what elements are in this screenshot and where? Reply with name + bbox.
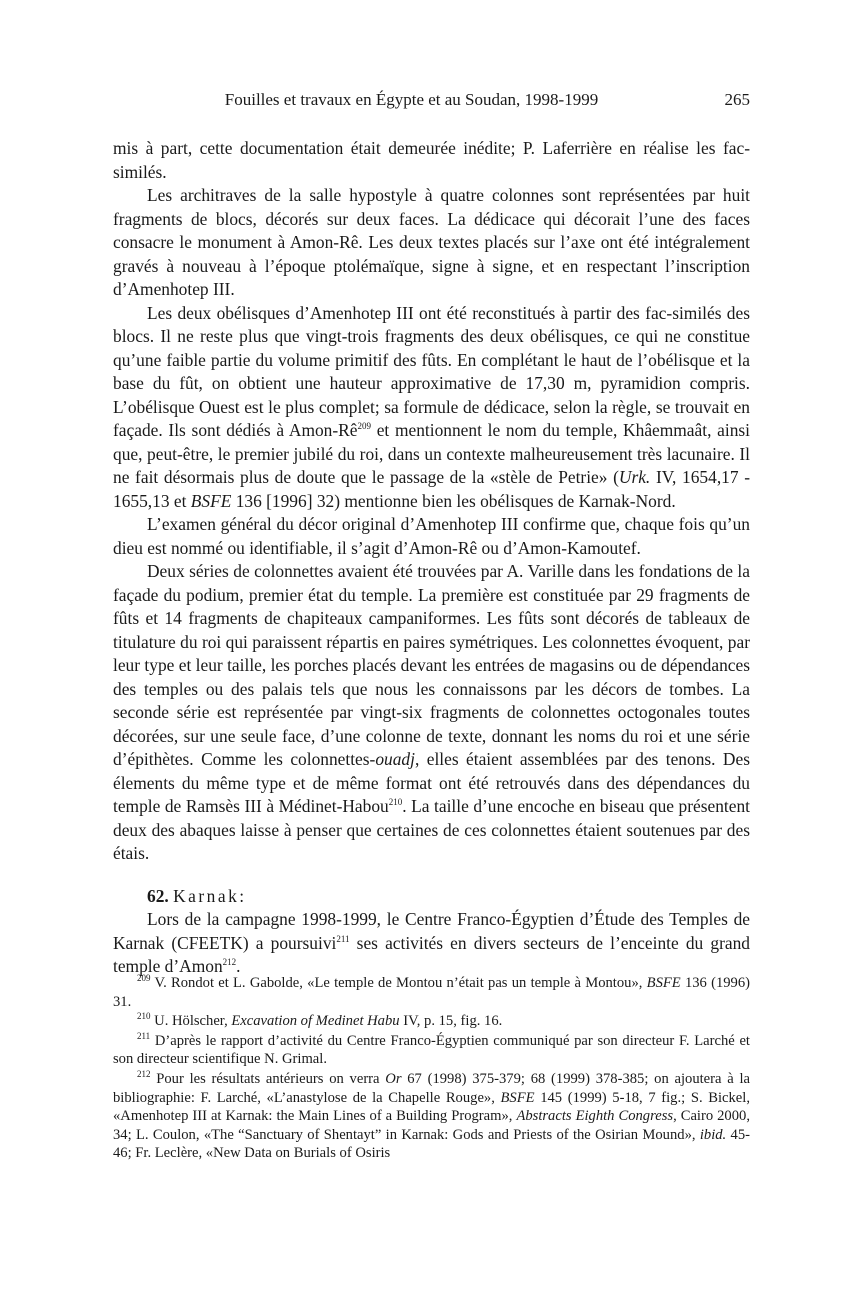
section-number: 62. [147, 885, 169, 906]
citation-bsfe: BSFE [646, 975, 681, 991]
text-run: , elles étaient assemblées par des tenons. Des élements du même type et de même format ont été retrouvés dans des dépendances du temple de Ramsès III à Médinet-Habou [113, 749, 750, 816]
text-run: 136 [1996] 32) mentionne bien les obélisques de Karnak-Nord. [231, 490, 676, 511]
footnote-mark: 210 [137, 1011, 151, 1022]
running-title: Fouilles et travaux en Égypte et au Soudan, 1998-1999 [224, 90, 599, 109]
text-run: . [236, 956, 241, 976]
footnote-mark: 212 [137, 1069, 151, 1080]
footnote-210 [113, 1012, 750, 1031]
text-run: 145 (1999) 5-18, 7 fig.; S. Bickel, «Amenhotep III at Karnak: the Main Lines of a Building Program», [113, 1089, 750, 1125]
citation-title: Excavation of Medinet Habu [231, 1013, 400, 1030]
term-ouadj: ouadj [375, 749, 415, 769]
citation-abstracts: Abstracts Eighth Congress [516, 1108, 674, 1125]
text-run: IV, p. 15, fig. 16. [399, 1013, 503, 1030]
text-run: ses activités en divers secteurs de l’enceinte du grand temple d’Amon [113, 932, 750, 976]
footnote-ref-211[interactable]: 211 [336, 933, 350, 944]
footnote-ref-210[interactable]: 210 [388, 797, 403, 808]
text-run: . La taille d’une encoche en biseau que présentent deux des abaques laisse à penser que certaines de ces colonnettes étaient soutenues par des étais. [113, 796, 750, 863]
paragraph-karnak [113, 908, 750, 979]
text-run: IV, 1654,17 - 1655,13 et [113, 467, 750, 511]
citation-urk: Urk. [618, 467, 651, 487]
text-run: 45-46; Fr. Leclère, «New Data on Burials of Osiris [113, 1126, 751, 1162]
section-name: Karnak: [173, 885, 247, 906]
footnote-209 [113, 974, 750, 1011]
footnote-mark: 209 [137, 973, 151, 984]
citation-ibid: ibid. [699, 1126, 727, 1143]
footnote-211 [113, 1032, 750, 1069]
text-run: Lors de la campagne 1998-1999, le Centre Franco-Égyptien d’Étude des Temples de Karnak (CFEETK) a poursuivi [113, 909, 750, 953]
main-text [113, 137, 750, 979]
citation-or: Or [385, 1070, 402, 1087]
text-run: Deux séries de colonnettes avaient été trouvées par A. Varille dans les fondations de la façade du podium, premier état du temple. La première est constituée par 29 fragments de fûts et 14 fragments de chapiteaux campaniformes. Les fûts sont décorés de tableaux de titulature du roi qui paraissent répartis en paires symétriques. Les colonnettes évoquent, par leur type et leur taille, les porches placés devant les entrées de magasins ou de dépendances des temples ou des palais tels que nous les connaissons par les décors de tombes. La seconde série est représentée par vingt-six fragments de colonnettes octogonales toutes décorées, sur une seule face, d’une colonne de texte, donnant les noms du roi et une série d’épithètes. Comme les colonnettes- [113, 561, 750, 769]
paragraph-colonnettes [113, 560, 750, 866]
text-run: , Cairo 2000, 34; L. Coulon, «The “Sanctuary of Shentayt” in Karnak: Gods and Priests of the Osirian Mound», [113, 1108, 750, 1143]
text-run: Pour les résultats antérieurs on verra [150, 1070, 386, 1087]
footnote-212 [113, 1070, 750, 1163]
text-run: D’après le rapport d’activité du Centre Franco-Égyptien communiqué par son directeur F. Larché et son directeur scientifique N. Grimal. [113, 1032, 750, 1068]
text-run: et mentionnent le nom du temple, Khâemmaât, ainsi que, peut-être, le premier jubilé du roi, dans un contexte malheureusement très lacunaire. Il ne fait désormais plus de doute que le passage de la «stèle de Petrie» ( [113, 420, 750, 487]
text-run: 136 (1996) 31. [113, 975, 750, 1010]
paragraph-obelisks [113, 302, 750, 514]
text-run: V. Rondot et L. Gabolde, «Le temple de Montou n’était pas un temple à Montou», [150, 975, 647, 991]
paragraph-decor: L’examen général du décor original d’Amenhotep III confirme que, chaque fois qu’un dieu est nommé ou identifiable, il s’agit d’Amon-Rê ou d’Amon-Kamoutef. [113, 514, 750, 558]
text-run: 67 (1998) 375-379; 68 (1999) 378-385; on ajoutera à la bibliographie: F. Larché, «L’anastylose de la Chapelle Rouge», [113, 1070, 750, 1106]
citation-bsfe: BSFE [500, 1089, 535, 1106]
paragraph-1: mis à part, cette documentation était demeurée inédite; P. Laferrière en réalise les fac-similés. [113, 138, 750, 182]
paragraph-architraves: Les architraves de la salle hypostyle à quatre colonnes sont représentées par huit fragments de blocs, décorés sur deux faces. La dédicace qui décorait l’une des faces consacre le monument à Amon-Rê. Les deux textes placés sur l’axe ont été intégralement gravés à nouveau à l’époque ptolémaïque, signe à signe, et en respectant l’inscription d’Amenhotep III. [113, 185, 750, 299]
footnote-mark: 211 [137, 1030, 151, 1041]
citation-bsfe: BSFE [190, 490, 232, 511]
text-run: U. Hölscher, [150, 1013, 232, 1030]
footnote-ref-209[interactable]: 209 [357, 421, 371, 432]
section-heading-karnak [113, 885, 750, 909]
page-number: 265 [724, 90, 750, 109]
running-header [113, 90, 750, 116]
footnotes [113, 974, 750, 1163]
footnote-ref-212[interactable]: 212 [222, 957, 237, 968]
text-run: Les deux obélisques d’Amenhotep III ont été reconstitués à partir des fac-similés des blocs. Il ne reste plus que vingt-trois fragments des deux obélisques, ce qui ne constitue qu’une faible partie du volume primitif des fûts. En complétant le haut de l’obélisque et la base du fût, on obtient une hauteur approximative de 17,30 m, pyramidion compris. L’obélisque Ouest est le plus complet; sa formule de dédicace, selon la règle, se trouvait en façade. Ils sont dédiés à Amon-Rê [113, 302, 750, 440]
